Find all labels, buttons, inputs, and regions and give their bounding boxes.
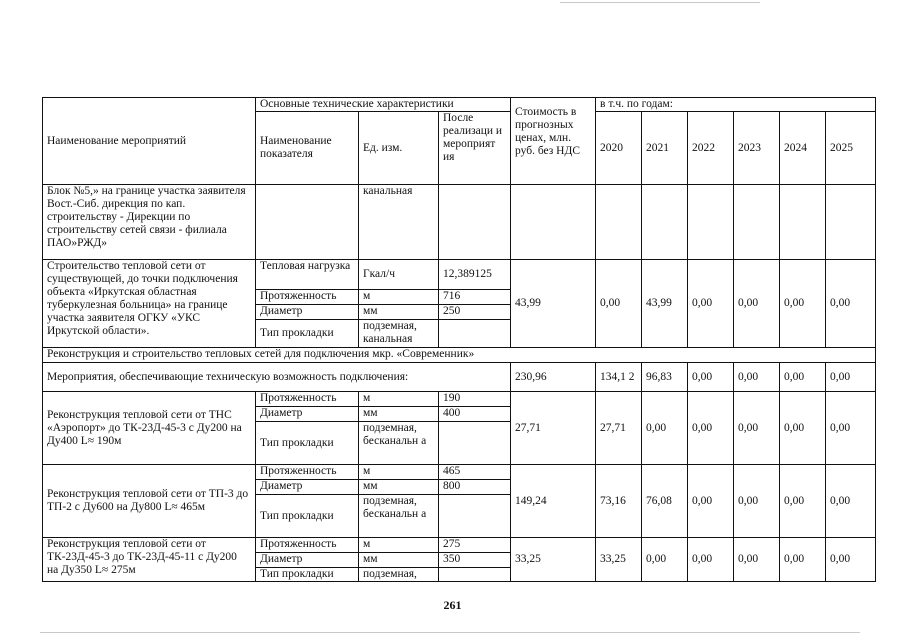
row-b-name: Реконструкция тепловой сети от ТНС «Аэропорт» до ТК-23Д-45-3 с Ду200 на Ду400 L≈ 190м [43,392,256,465]
row-c-name: Реконструкция тепловой сети от ТП-3 до ТП-2 с Ду600 на Ду800 L≈ 465м [43,465,256,538]
row-c-year: 0,00 [688,465,734,538]
row-d-value: 350 [439,553,511,568]
row-a-year: 0,00 [780,260,826,348]
row-b-year: 0,00 [734,392,780,465]
row-c-year: 76,08 [642,465,688,538]
row-b-year: 0,00 [688,392,734,465]
row-d-unit: мм [359,553,439,568]
row-c-year: 73,16 [596,465,642,538]
row-a-unit: подземная, канальная [359,320,439,348]
row-c-cost: 149,24 [511,465,596,538]
header-unit: Ед. изм. [359,112,439,185]
row-a-param: Тепловая нагрузка [256,260,359,290]
row-d-value: 275 [439,538,511,553]
row-d-param: Тип прокладки [256,568,359,582]
row-cont-unit: канальная [359,185,439,260]
header-after: После реализаци и мероприят ия [439,112,511,185]
header-year: 2021 [642,112,688,185]
row-b-unit: мм [359,407,439,422]
row-a-name: Строительство тепловой сети от существующей, до точки подключения объекта «Иркутская областная туберкулезная больница» на границе участка заявителя ОГКУ «УКС Иркутской области». [43,260,256,348]
row-c-unit: мм [359,480,439,495]
summary-name: Мероприятия, обеспечивающие техническую возможность подключения: [43,363,511,392]
row-c-year: 0,00 [780,465,826,538]
row-b-param: Тип прокладки [256,422,359,465]
row-a-unit: м [359,290,439,305]
row-c-year: 0,00 [826,465,876,538]
row-c-param: Диаметр [256,480,359,495]
header-year: 2022 [688,112,734,185]
row-d-year: 0,00 [780,538,826,582]
row-c-unit: подземная, бесканальн а [359,495,439,538]
header-year: 2024 [780,112,826,185]
row-a-value: 250 [439,305,511,320]
row-a-unit: Гкал/ч [359,260,439,290]
row-c-year: 0,00 [734,465,780,538]
row-b-value: 400 [439,407,511,422]
row-a-year: 0,00 [826,260,876,348]
row-b-cost: 27,71 [511,392,596,465]
row-b-unit: подземная, бесканальн а [359,422,439,465]
infrastructure-table [42,97,876,582]
header-year: 2020 [596,112,642,185]
scan-edge-top [560,2,760,3]
row-a-year: 0,00 [734,260,780,348]
row-a-cost: 43,99 [511,260,596,348]
row-b-year: 0,00 [780,392,826,465]
row-c-unit: м [359,465,439,480]
header-year: 2025 [826,112,876,185]
summary-year: 0,00 [734,363,780,392]
row-a-param: Диаметр [256,305,359,320]
row-b-year: 27,71 [596,392,642,465]
summary-year: 96,83 [642,363,688,392]
row-d-year: 0,00 [688,538,734,582]
page-number: 261 [443,598,462,612]
row-a-value: 12,389125 [439,260,511,290]
header-by-year: в т.ч. по годам: [596,98,876,112]
row-c-value: 800 [439,480,511,495]
scan-edge-bottom [40,632,860,633]
row-d-year: 33,25 [596,538,642,582]
row-a-year: 0,00 [688,260,734,348]
row-d-cost: 33,25 [511,538,596,582]
row-cont-name: Блок №5,» на границе участка заявителя Вост.-Сиб. дирекция по кап. строительству - Дирекции по строительству сетей связи - филиала ПАО»РЖД» [43,185,256,260]
header-name: Наименование мероприятий [43,98,256,185]
row-d-name: Реконструкция тепловой сети от ТК-23Д-45-3 до ТК-23Д-45-11 с Ду200 на Ду350 L≈ 275м [43,538,256,582]
summary-year: 0,00 [688,363,734,392]
summary-year: 134,1 2 [596,363,642,392]
row-a-year: 0,00 [596,260,642,348]
row-d-year: 0,00 [826,538,876,582]
row-b-year: 0,00 [642,392,688,465]
row-d-unit: м [359,538,439,553]
row-a-param: Тип прокладки [256,320,359,348]
summary-year: 0,00 [780,363,826,392]
summary-year: 0,00 [826,363,876,392]
row-b-year: 0,00 [826,392,876,465]
summary-cost: 230,96 [511,363,596,392]
section-title: Реконструкция и строительство тепловых сетей для подключения мкр. «Современник» [43,348,876,363]
header-cost: Стоимость в прогнозных ценах, млн. руб. без НДС [511,98,596,185]
row-d-param: Диаметр [256,553,359,568]
row-c-value: 465 [439,465,511,480]
row-b-value: 190 [439,392,511,407]
row-d-unit: подземная, [359,568,439,582]
row-c-param: Тип прокладки [256,495,359,538]
row-a-year: 43,99 [642,260,688,348]
header-indicator: Наименование показателя [256,112,359,185]
row-d-year: 0,00 [734,538,780,582]
row-b-param: Диаметр [256,407,359,422]
header-year: 2023 [734,112,780,185]
row-a-value: 716 [439,290,511,305]
row-c-param: Протяженность [256,465,359,480]
row-b-param: Протяженность [256,392,359,407]
row-d-year: 0,00 [642,538,688,582]
row-b-unit: м [359,392,439,407]
row-d-param: Протяженность [256,538,359,553]
header-tech-group: Основные технические характеристики [256,98,511,112]
row-a-unit: мм [359,305,439,320]
row-a-param: Протяженность [256,290,359,305]
